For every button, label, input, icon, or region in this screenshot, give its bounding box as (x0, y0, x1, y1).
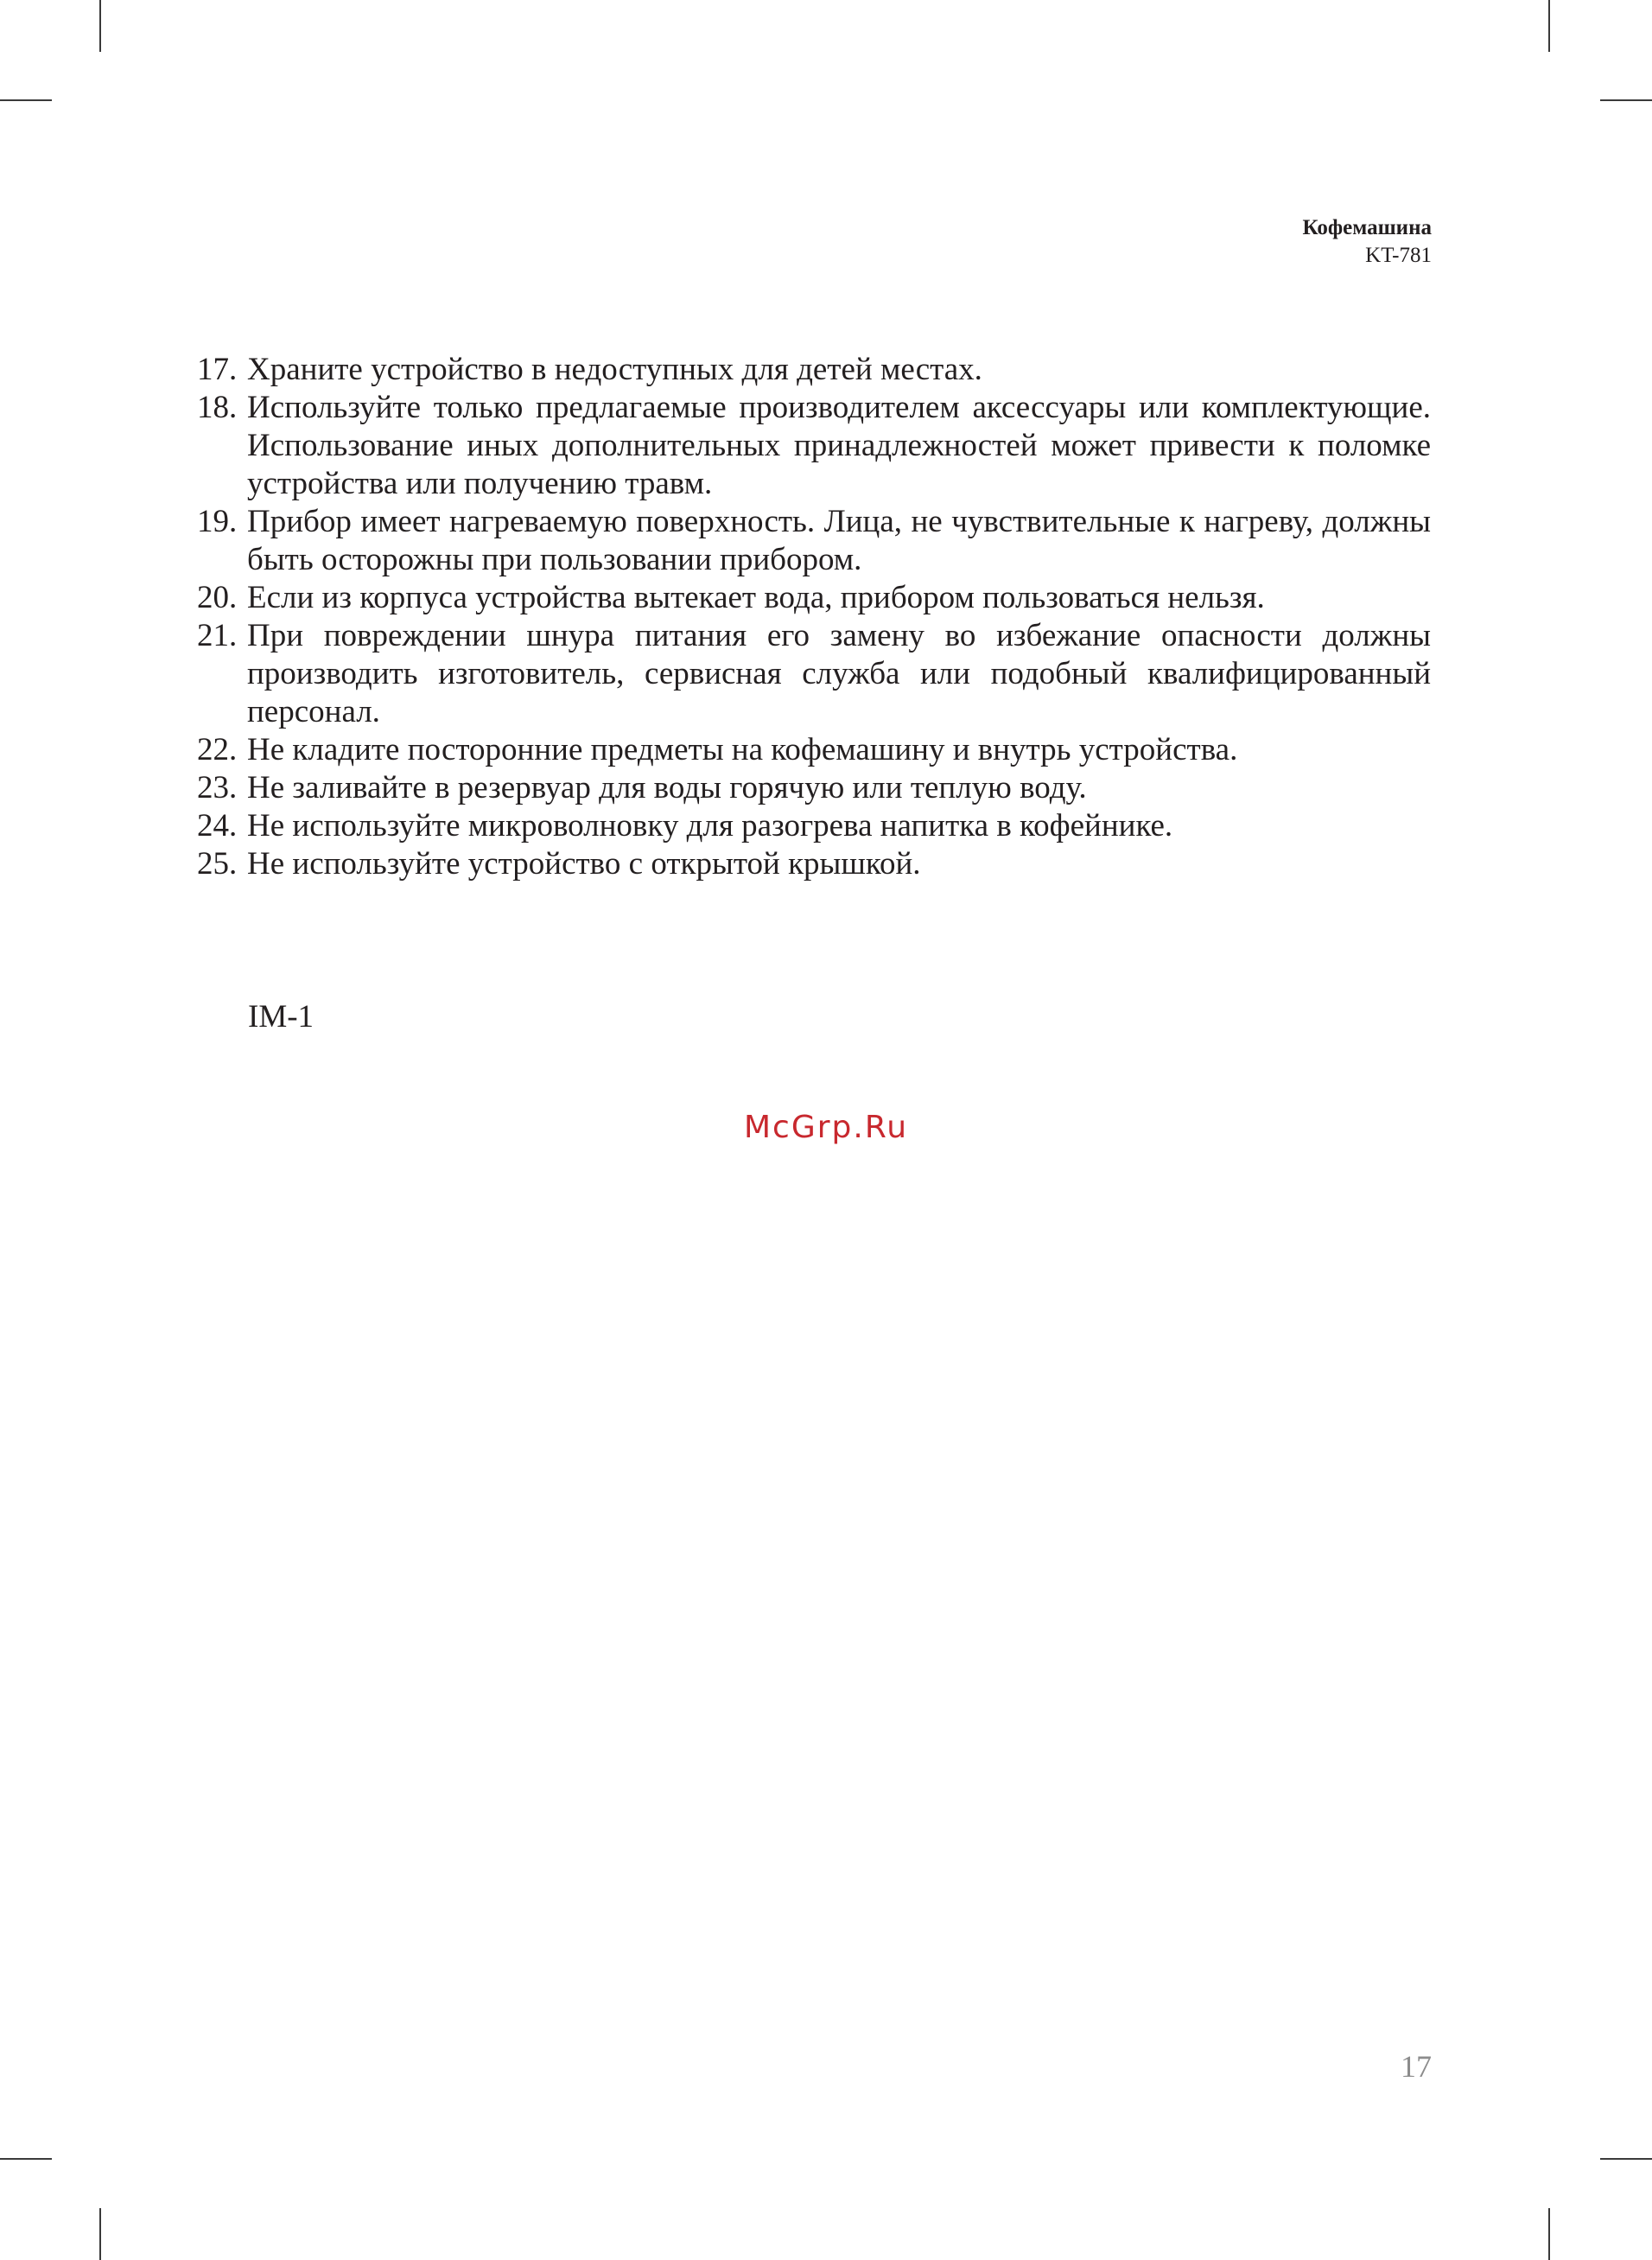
item-text: Если из корпуса устройства вытекает вода, прибором пользоваться нельзя. (247, 580, 1265, 615)
list-item (197, 579, 1431, 617)
watermark: McGrp.Ru (743, 1110, 909, 1145)
list-item (197, 769, 1431, 807)
item-text: Храните устройство в недоступных для детей местах. (247, 352, 982, 387)
crop-mark-top-right-vertical (1548, 0, 1550, 52)
item-text: Не заливайте в резервуар для воды горячую или теплую воду. (247, 770, 1087, 805)
header-title: Кофемашина (1302, 216, 1432, 239)
item-number: 25. (197, 846, 238, 882)
item-number: 23. (197, 770, 238, 805)
item-text: Прибор имеет нагреваемую поверхность. Лица, не чувствительные к нагреву, должны быть осторожны при пользовании прибором. (247, 504, 1431, 577)
item-number: 18. (197, 390, 238, 425)
item-text: Не используйте устройство с открытой крышкой. (247, 846, 921, 882)
item-number: 19. (197, 504, 238, 539)
crop-mark-top-right-horizontal (1600, 99, 1652, 101)
list-item (197, 351, 1431, 389)
item-number: 20. (197, 580, 238, 615)
safety-instructions-list (197, 351, 1431, 883)
item-text: Не используйте микроволновку для разогрева напитка в кофейнике. (247, 808, 1173, 844)
item-text: Не кладите посторонние предметы на кофемашину и внутрь устройства. (247, 732, 1238, 767)
item-number: 17. (197, 352, 238, 387)
list-item (197, 845, 1431, 883)
item-text: При повреждении шнура питания его замену во избежание опасности должны производить изготовитель, сервисная служба или подобный квалифицированный персонал. (247, 618, 1431, 729)
list-item (197, 731, 1431, 769)
crop-mark-bottom-right-horizontal (1600, 2158, 1652, 2160)
header-model: KT-781 (1365, 244, 1432, 267)
list-item (197, 617, 1431, 731)
item-number: 21. (197, 618, 238, 653)
footer-code: IM-1 (248, 999, 315, 1035)
page-header (1302, 214, 1432, 270)
list-item (197, 807, 1431, 845)
page-number: 17 (1401, 2049, 1432, 2084)
crop-mark-bottom-left-vertical (99, 2208, 101, 2260)
crop-mark-bottom-right-vertical (1548, 2208, 1550, 2260)
crop-mark-top-left-vertical (99, 0, 101, 52)
crop-mark-bottom-left-horizontal (0, 2158, 52, 2160)
crop-mark-top-left-horizontal (0, 99, 52, 101)
item-number: 22. (197, 732, 238, 767)
item-text: Используйте только предлагаемые производителем аксессуары или комплектующие. Использование иных дополнительных принадлежностей может привести к поломке устройства или получению травм. (247, 390, 1431, 501)
item-number: 24. (197, 808, 238, 844)
list-item (197, 389, 1431, 503)
list-item (197, 503, 1431, 579)
